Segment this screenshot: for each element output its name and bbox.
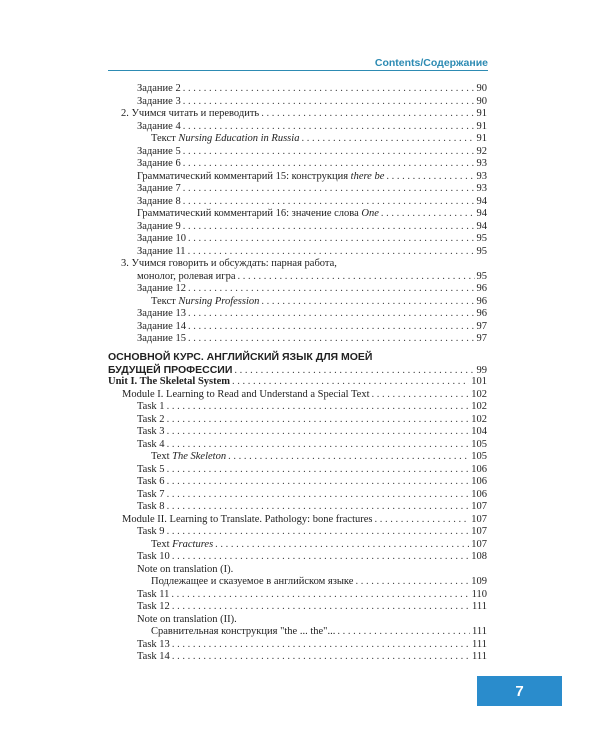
header-rule xyxy=(108,70,488,71)
toc-entry[interactable] xyxy=(137,321,487,333)
page-number-badge xyxy=(477,676,562,706)
entry-label: Задание 15 xyxy=(137,333,186,344)
entry-page: 102 xyxy=(471,401,487,412)
entry-label: Текст Nursing Education in Russia xyxy=(151,133,300,144)
entry-label: БУДУЩЕЙ ПРОФЕССИИ xyxy=(108,363,233,376)
entry-page: 111 xyxy=(472,601,487,612)
toc-entry[interactable] xyxy=(137,171,487,183)
entry-page: 92 xyxy=(476,145,487,157)
toc-entry[interactable] xyxy=(137,526,487,538)
entry-label: Text Fractures xyxy=(151,538,214,550)
toc-entry[interactable] xyxy=(137,221,487,233)
entry-page: 95 xyxy=(476,270,487,282)
toc-entry[interactable] xyxy=(137,401,487,413)
toc-entry[interactable] xyxy=(137,83,487,95)
entry-page: 97 xyxy=(476,333,487,344)
toc-entry[interactable] xyxy=(151,576,487,588)
toc-entry[interactable] xyxy=(137,283,487,295)
entry-label: Задание 4 xyxy=(137,120,181,132)
toc-entry[interactable] xyxy=(137,233,487,245)
entry-label: Сравнительная конструкция "the ... the"... xyxy=(151,626,336,637)
entry-page: 90 xyxy=(476,83,487,94)
toc-entry[interactable] xyxy=(151,296,487,308)
entry-page: 110 xyxy=(471,588,487,600)
entry-label: Задание 11 xyxy=(137,245,186,257)
entry-label: Текст Nursing Profession xyxy=(151,295,260,307)
entry-page: 106 xyxy=(471,463,487,475)
entry-label: Task 1 xyxy=(137,401,165,412)
toc-entry[interactable] xyxy=(151,626,487,638)
toc-entry[interactable] xyxy=(151,539,487,551)
entry-page: 102 xyxy=(471,388,487,400)
entry-page: 104 xyxy=(471,426,487,437)
entry-label: Unit I. The Skeletal System xyxy=(108,376,231,387)
toc-entry[interactable] xyxy=(137,426,487,438)
entry-label: Task 2 xyxy=(137,413,165,425)
entry-page: 91 xyxy=(476,120,487,132)
entry-page: 90 xyxy=(476,95,487,107)
entry-label: Task 6 xyxy=(137,476,165,487)
section-heading[interactable]: ОСНОВНОЙ КУРС. АНГЛИЙСКИЙ ЯЗЫК ДЛЯ МОЕЙ xyxy=(108,351,373,363)
entry-page: 95 xyxy=(476,245,487,257)
entry-page: 102 xyxy=(471,413,487,425)
entry-label: Задание 10 xyxy=(137,233,186,244)
entry-label: Грамматический комментарий 15: конструкция there be xyxy=(137,170,385,182)
entry-label: Задание 8 xyxy=(137,195,181,207)
toc-entry[interactable] xyxy=(137,439,487,451)
entry-label: 2. Учимся читать и переводить xyxy=(121,108,260,119)
toc-entry[interactable] xyxy=(151,451,487,463)
entry-page: 109 xyxy=(471,576,487,587)
toc-entry[interactable] xyxy=(137,489,487,501)
entry-label: Task 3 xyxy=(137,426,165,437)
entry-page: 91 xyxy=(476,133,487,144)
toc-entry[interactable] xyxy=(137,476,487,488)
entry-page: 94 xyxy=(476,220,487,232)
header-title: Contents/Содержание xyxy=(374,57,488,69)
toc-entry[interactable] xyxy=(137,551,487,563)
entry-label: Задание 7 xyxy=(137,183,181,194)
entry-page: 105 xyxy=(471,438,487,450)
entry-label: Task 14 xyxy=(137,651,170,662)
entry-page: 95 xyxy=(476,233,487,244)
entry-label: Text The Skeleton xyxy=(151,451,227,462)
entry-page: 111 xyxy=(472,651,487,662)
entry-page: 96 xyxy=(476,308,487,319)
entry-page: 94 xyxy=(476,208,487,219)
toc-entry-heading[interactable]: 3. Учимся говорить и обсуждать: парная работа, xyxy=(121,258,337,269)
entry-label: Задание 9 xyxy=(137,220,181,232)
toc-entry[interactable] xyxy=(137,146,487,158)
entry-page: 97 xyxy=(476,320,487,332)
entry-label: Задание 6 xyxy=(137,158,181,169)
toc-entry[interactable] xyxy=(137,158,487,170)
toc-entry[interactable] xyxy=(137,333,487,345)
entry-page: 107 xyxy=(471,538,487,550)
toc-entry[interactable] xyxy=(108,376,487,388)
entry-label: Task 12 xyxy=(137,601,170,612)
entry-label: Task 13 xyxy=(137,638,170,650)
entry-page: 111 xyxy=(472,626,487,637)
entry-page: 106 xyxy=(471,488,487,500)
entry-label: Task 7 xyxy=(137,488,165,500)
entry-page: 101 xyxy=(471,376,487,387)
toc-entry[interactable] xyxy=(137,414,487,426)
toc-entry[interactable] xyxy=(137,651,487,663)
toc-entry[interactable] xyxy=(137,196,487,208)
toc-entry[interactable] xyxy=(137,639,487,651)
entry-page: 107 xyxy=(471,513,487,525)
toc-entry[interactable] xyxy=(137,208,487,220)
toc-entry[interactable] xyxy=(137,589,487,601)
entry-label: Задание 14 xyxy=(137,320,186,332)
entry-label: Task 9 xyxy=(137,526,165,537)
toc-entry[interactable] xyxy=(122,389,487,401)
entry-page: 93 xyxy=(476,183,487,194)
page-number: 7 xyxy=(515,682,524,700)
entry-page: 93 xyxy=(476,158,487,169)
toc-entry[interactable] xyxy=(137,183,487,195)
toc-entry-heading[interactable]: Note on translation (I). xyxy=(137,563,234,575)
entry-label: Задание 13 xyxy=(137,308,186,319)
entry-label: Task 10 xyxy=(137,551,170,562)
toc-entry[interactable] xyxy=(122,514,487,526)
entry-label: Задание 3 xyxy=(137,95,181,107)
entry-label: Подлежащее и сказуемое в английском языке xyxy=(151,576,354,587)
toc-entry[interactable] xyxy=(137,501,487,513)
entry-page: 93 xyxy=(476,170,487,182)
toc-entry[interactable] xyxy=(137,271,487,283)
entry-label: Task 8 xyxy=(137,501,165,512)
toc-entry-heading[interactable]: Note on translation (II). xyxy=(137,613,237,625)
entry-page: 111 xyxy=(472,638,487,650)
entry-page: 94 xyxy=(476,195,487,207)
entry-page: 96 xyxy=(476,283,487,294)
entry-page: 107 xyxy=(471,501,487,512)
toc-entry[interactable] xyxy=(151,133,487,145)
entry-label: Задание 12 xyxy=(137,283,186,294)
entry-label: Task 11 xyxy=(137,588,170,600)
entry-page: 108 xyxy=(471,551,487,562)
toc-entry[interactable] xyxy=(137,96,487,108)
toc-entry[interactable] xyxy=(137,121,487,133)
toc-entry[interactable] xyxy=(137,464,487,476)
entry-label: Task 4 xyxy=(137,438,165,450)
toc-entry[interactable] xyxy=(137,308,487,320)
entry-label: Грамматический комментарий 16: значение слова One xyxy=(137,208,379,219)
entry-label: Task 5 xyxy=(137,463,165,475)
entry-page: 107 xyxy=(471,526,487,537)
toc-entry[interactable] xyxy=(137,246,487,258)
entry-label: монолог, ролевая игра xyxy=(137,270,236,282)
toc-entry[interactable] xyxy=(121,108,487,120)
entry-label: Module I. Learning to Read and Understand a Special Text xyxy=(122,388,370,400)
entry-page: 105 xyxy=(471,451,487,462)
toc-entry[interactable] xyxy=(137,601,487,613)
toc-entry[interactable] xyxy=(108,364,487,377)
entry-page: 91 xyxy=(476,108,487,119)
entry-page: 106 xyxy=(471,476,487,487)
entry-label: Задание 5 xyxy=(137,145,181,157)
entry-label: Module II. Learning to Translate. Pathology: bone fractures xyxy=(122,513,373,525)
entry-page: 96 xyxy=(476,295,487,307)
entry-page: 99 xyxy=(476,364,487,376)
entry-label: Задание 2 xyxy=(137,83,181,94)
